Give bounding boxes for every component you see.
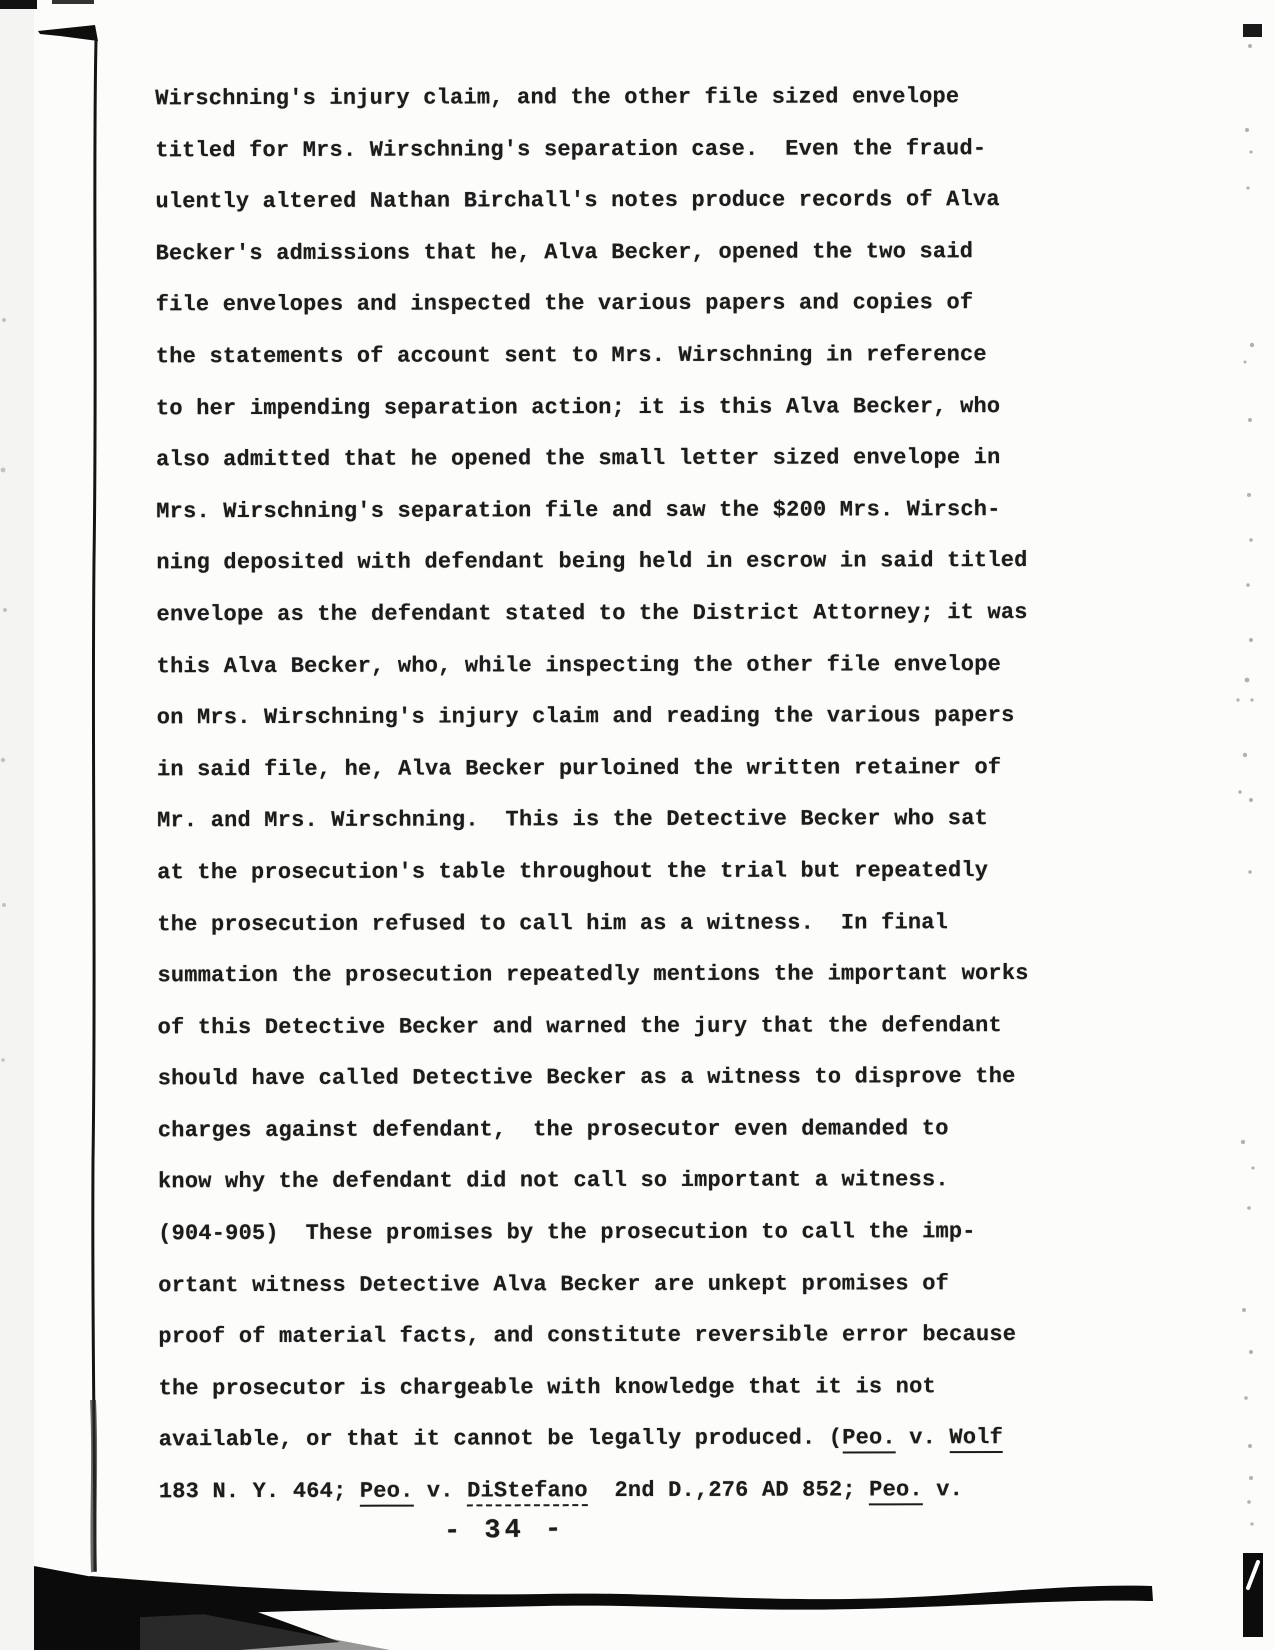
text-line: 183 N. Y. 464; Peo. v. DiStefano 2nd D.,276 AD 852; Peo. v. <box>159 1464 1119 1518</box>
underlined-citation: Peo. <box>842 1426 896 1454</box>
scan-smudge-band <box>90 1576 1153 1620</box>
text-line: Wirschning's injury claim, and the other file sized envelope <box>155 84 960 112</box>
scan-mark-top-left-sliver <box>52 0 94 4</box>
text-line: file envelopes and inspected the various papers and copies of <box>155 290 974 318</box>
text-line: know why the defendant did not call so important a witness. <box>157 1167 949 1195</box>
text-block <box>155 71 1119 1518</box>
text-line: proof of material facts, and constitute reversible error because <box>158 1322 1017 1350</box>
text-line: ortant witness Detective Alva Becker are unkept promises of <box>158 1270 950 1298</box>
scan-smudge-bottom-left <box>34 1566 340 1650</box>
text-line: Mr. and Mrs. Wirschning. This is the Detective Becker who sat <box>157 806 989 834</box>
scan-crease-line-lower <box>93 1400 94 1572</box>
text-line: titled for Mrs. Wirschning's separation case. Even the fraud- <box>155 135 987 163</box>
text-line: ulently altered Nathan Birchall's notes produce records of Alva <box>155 187 1000 215</box>
scan-mark-bottom-right-slash <box>1248 1562 1258 1588</box>
text-line: available, or that it cannot be legally produced. (Peo. v. Wolf <box>158 1425 1004 1453</box>
text-line: Mrs. Wirschning's separation file and saw the $200 Mrs. Wirsch- <box>156 496 1001 525</box>
text-line: Becker's admissions that he, Alva Becker, opened the two said <box>155 238 974 267</box>
text-line: should have called Detective Becker as a witness to disprove the <box>157 1064 1016 1092</box>
scan-edge-shading <box>0 0 34 1650</box>
text-line: summation the prosecution repeatedly mentions the important works <box>157 961 1029 989</box>
page-number: - 34 - <box>443 1514 566 1548</box>
text-line: in said file, he, Alva Becker purloined the written retainer of <box>156 754 1002 782</box>
underlined-citation: Wolf <box>949 1425 1003 1453</box>
text-line: charges against defendant, the prosecutor even demanded to <box>157 1116 949 1144</box>
text-line: the prosecutor is chargeable with knowledge that it is not <box>158 1374 936 1402</box>
underlined-citation: Peo. <box>869 1477 923 1505</box>
text-line: on Mrs. Wirschning's injury claim and reading the various papers <box>156 703 1015 731</box>
text-line: of this Detective Becker and warned the jury that the defendant <box>157 1012 1002 1040</box>
text-line: the statements of account sent to Mrs. Wirschning in reference <box>155 342 987 370</box>
scan-wedge-mark <box>38 25 98 41</box>
text-line: at the prosecution's table throughout the trial but repeatedly <box>157 857 989 886</box>
text-line: to her impending separation action; it is this Alva Becker, who <box>155 393 1001 421</box>
scan-speckles-right-edge <box>1236 44 1254 1526</box>
scan-mark-bottom-right-block <box>1243 1553 1263 1637</box>
text-line: envelope as the defendant stated to the District Attorney; it was <box>156 599 1028 628</box>
scan-mark-top-right-square <box>1243 24 1262 37</box>
text-line: also admitted that he opened the small letter sized envelope in <box>156 445 1001 473</box>
scan-smudge-bottom-left-fade <box>140 1602 390 1650</box>
underlined-citation: Peo. <box>360 1479 414 1507</box>
underlined-citation: DiStefano <box>467 1478 588 1506</box>
text-line: (904-905) These promises by the prosecution to call the imp- <box>158 1219 976 1247</box>
text-line: this Alva Becker, who, while inspecting the other file envelope <box>156 651 1002 679</box>
scan-crease-line <box>93 40 96 1570</box>
text-line: ning deposited with defendant being held in escrow in said titled <box>156 548 1028 576</box>
text-line: the prosecution refused to call him as a witness. In final <box>157 909 949 937</box>
